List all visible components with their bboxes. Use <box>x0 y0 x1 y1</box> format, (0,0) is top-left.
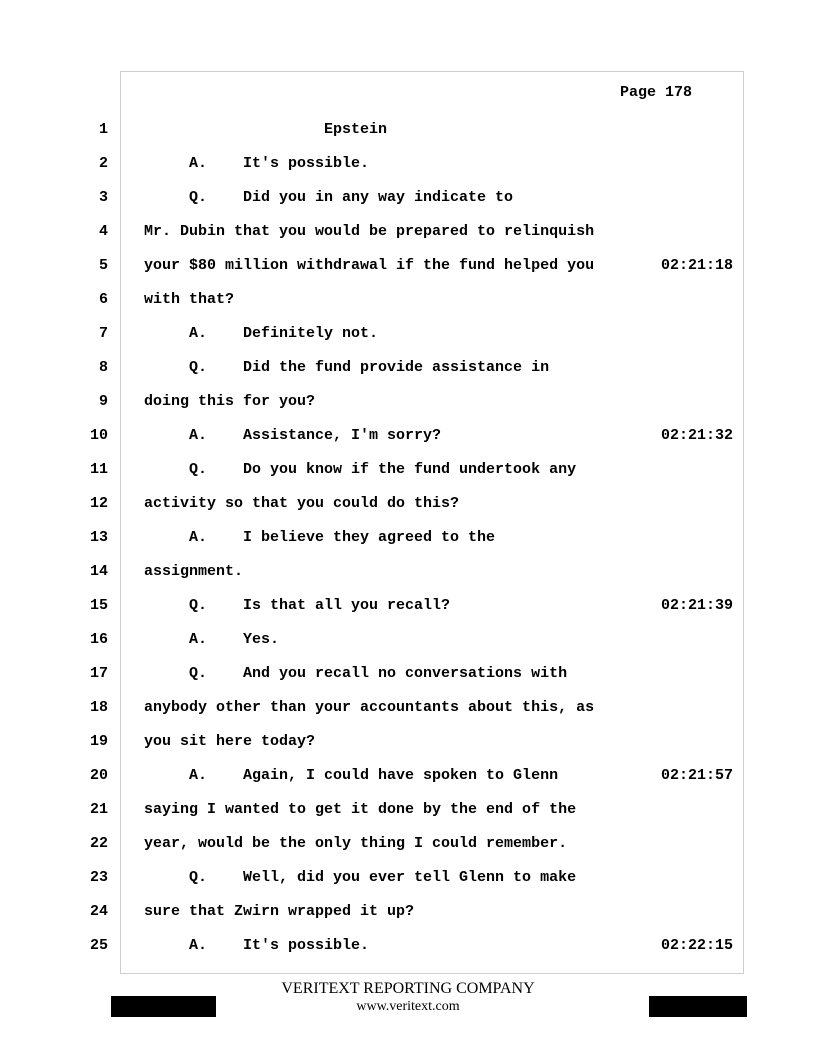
footer-company: VERITEXT REPORTING COMPANY <box>281 980 535 997</box>
transcript-line <box>0 699 816 733</box>
transcript-line <box>0 291 816 325</box>
line-text: assignment. <box>144 563 244 580</box>
page-number: Page 178 <box>620 84 693 101</box>
line-number: 4 <box>98 223 108 240</box>
line-text: Q. And you recall no conversations with <box>144 665 568 682</box>
transcript-line <box>0 393 816 427</box>
line-number: 3 <box>98 189 108 206</box>
line-number: 11 <box>89 461 108 478</box>
transcript-line <box>0 257 816 291</box>
transcript-line <box>0 121 816 155</box>
line-timestamp: 02:21:18 <box>661 257 734 274</box>
line-text: your $80 million withdrawal if the fund helped you <box>144 257 595 274</box>
line-text: saying I wanted to get it done by the end of the <box>144 801 577 818</box>
line-number: 17 <box>89 665 108 682</box>
transcript-line <box>0 733 816 767</box>
transcript-line <box>0 427 816 461</box>
line-text: Epstein <box>144 121 388 138</box>
line-number: 15 <box>89 597 108 614</box>
line-text: Q. Well, did you ever tell Glenn to make <box>144 869 577 886</box>
line-text: A. Assistance, I'm sorry? <box>144 427 442 444</box>
transcript-line <box>0 665 816 699</box>
line-text: A. It's possible. <box>144 155 370 172</box>
transcript-line <box>0 155 816 189</box>
transcript-line <box>0 461 816 495</box>
line-number: 13 <box>89 529 108 546</box>
transcript-line <box>0 495 816 529</box>
line-number: 2 <box>98 155 108 172</box>
transcript-line <box>0 529 816 563</box>
line-number: 24 <box>89 903 108 920</box>
transcript-line <box>0 801 816 835</box>
transcript-line <box>0 359 816 393</box>
line-number: 9 <box>98 393 108 410</box>
line-number: 7 <box>98 325 108 342</box>
footer <box>0 980 816 1016</box>
line-number: 25 <box>89 937 108 954</box>
line-text: A. Yes. <box>144 631 280 648</box>
line-timestamp: 02:21:39 <box>661 597 734 614</box>
transcript-line <box>0 563 816 597</box>
line-number: 23 <box>89 869 108 886</box>
line-number: 8 <box>98 359 108 376</box>
transcript-line <box>0 223 816 257</box>
line-text: activity so that you could do this? <box>144 495 460 512</box>
line-timestamp: 02:21:57 <box>661 767 734 784</box>
line-number: 18 <box>89 699 108 716</box>
line-text: Q. Did the fund provide assistance in <box>144 359 550 376</box>
transcript-line <box>0 189 816 223</box>
line-text: with that? <box>144 291 235 308</box>
line-text: A. It's possible. <box>144 937 370 954</box>
transcript-line <box>0 869 816 903</box>
line-number: 22 <box>89 835 108 852</box>
transcript-line <box>0 325 816 359</box>
line-text: you sit here today? <box>144 733 316 750</box>
line-number: 5 <box>98 257 108 274</box>
line-text: Q. Did you in any way indicate to <box>144 189 514 206</box>
line-timestamp: 02:21:32 <box>661 427 734 444</box>
line-number: 21 <box>89 801 108 818</box>
transcript-line <box>0 835 816 869</box>
line-text: sure that Zwirn wrapped it up? <box>144 903 415 920</box>
line-text: Q. Is that all you recall? <box>144 597 451 614</box>
line-number: 14 <box>89 563 108 580</box>
transcript-line <box>0 767 816 801</box>
line-number: 6 <box>98 291 108 308</box>
line-number: 19 <box>89 733 108 750</box>
footer-url: www.veritext.com <box>356 999 460 1014</box>
line-number: 12 <box>89 495 108 512</box>
line-text: A. Again, I could have spoken to Glenn <box>144 767 559 784</box>
line-text: Mr. Dubin that you would be prepared to relinquish <box>144 223 595 240</box>
line-timestamp: 02:22:15 <box>661 937 734 954</box>
transcript-line <box>0 903 816 937</box>
line-number: 1 <box>98 121 108 138</box>
line-text: Q. Do you know if the fund undertook any <box>144 461 577 478</box>
line-number: 10 <box>89 427 108 444</box>
line-number: 20 <box>89 767 108 784</box>
line-number: 16 <box>89 631 108 648</box>
line-text: doing this for you? <box>144 393 316 410</box>
transcript-line <box>0 597 816 631</box>
line-text: A. Definitely not. <box>144 325 379 342</box>
line-text: anybody other than your accountants about this, as <box>144 699 595 716</box>
transcript-line <box>0 631 816 665</box>
transcript-line <box>0 937 816 971</box>
line-text: year, would be the only thing I could remember. <box>144 835 568 852</box>
line-text: A. I believe they agreed to the <box>144 529 496 546</box>
